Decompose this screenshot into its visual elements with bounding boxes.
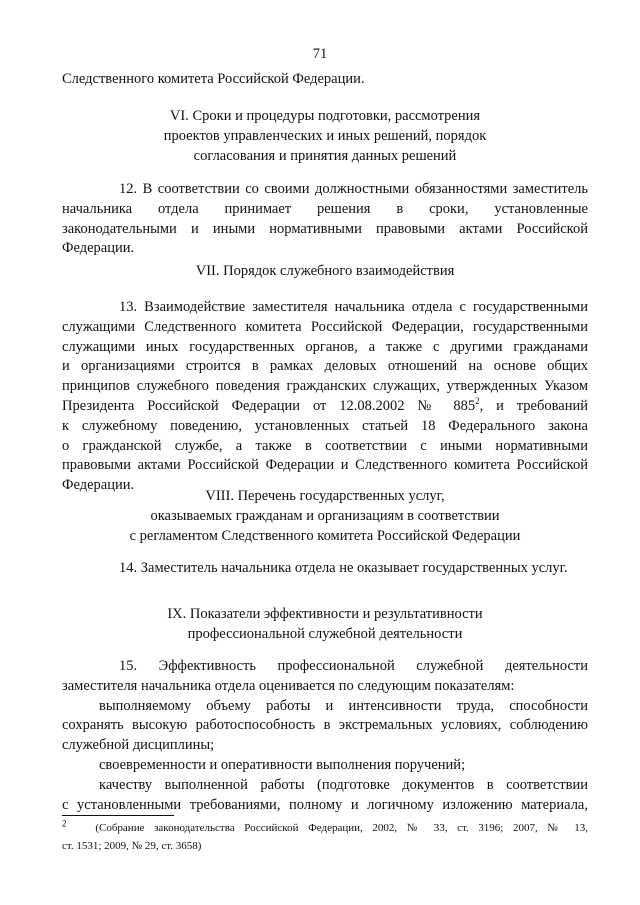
paragraph-13: 13. Взаимодействие заместителя начальника отдела с государственными служащими Следственного комитета Российской Федерации, государственными служащими иных государственных органов, а также с другими гражданами и организациями строится в рамках деловых отношений на основе общих принципов служебного поведения гражданских служащих, утвержденных Указом Президента Российской Федерации от 12.08.2002 № $885^2$, и требований к служебному поведению, установленных статьей 18 Федерального закона о гражданской службе, а также в соответствии с иными нормативными правовыми актами Российской Федерации и Следственного комитета Российской Федерации. (62, 299, 588, 494)
footnote-separator (62, 815, 174, 816)
section-8-heading: VIII. Перечень государственных услуг, оказываемых гражданам и организациям в соответствии с регламентом Следственного комитета Российской Федерации (129, 488, 521, 544)
section-9-heading: IX. Показатели эффективности и результативности профессиональной служебной деятельности (167, 606, 483, 642)
paragraph-12: 12. В соответствии со своими должностными обязанностями заместитель начальника отдела принимает решения в сроки, установленные законодательными и иными нормативными правовыми актами Российской Федерации. (62, 181, 588, 257)
paragraph-15: 15. Эффективность профессиональной служебной деятельности заместителя начальника отдела оценивается по следующим показателям: выполняемому объему работы и интенсивности труда, способности сохранять высокую работоспособность в экстремальных условиях, соблюдению служебной дисциплины; своевременности и оперативности выполнения поручений; качеству выполненной работы (подготовке документов в соответствии с установленными требованиями, полному и логичному изложению материала, (62, 658, 588, 813)
footnote-line-1: $^2$ (Собрание законодательства Российской Федерации, 2002, № 33, ст. 3196; 2007, № 13, (62, 818, 589, 834)
page-number: 71 (312, 46, 328, 62)
section-7-heading: VII. Порядок служебного взаимодействия (195, 263, 455, 279)
footnote-marker: 2 (62, 818, 67, 829)
footnote-reference[interactable]: 2 (475, 396, 480, 407)
footnote: $^2$ (Собрание законодательства Российской Федерации, 2002, № 33, ст. 3196; 2007, № 13, ст. 1531; 2009, № 29, ст. 3658) (62, 818, 589, 852)
continuation-line: Следственного комитета Российской Федерации. (62, 71, 365, 87)
paragraph-13-line-with-footnote: Президента Российской Федерации от 12.08.2002 № $885^2$, и требований (62, 396, 588, 414)
paragraph-14: 14. Заместитель начальника отдела не оказывает государственных услуг. (119, 560, 568, 576)
section-6-heading: VI. Сроки и процедуры подготовки, рассмотрения проектов управленческих и иных решений, порядок согласования и принятия данных решений (163, 108, 487, 164)
